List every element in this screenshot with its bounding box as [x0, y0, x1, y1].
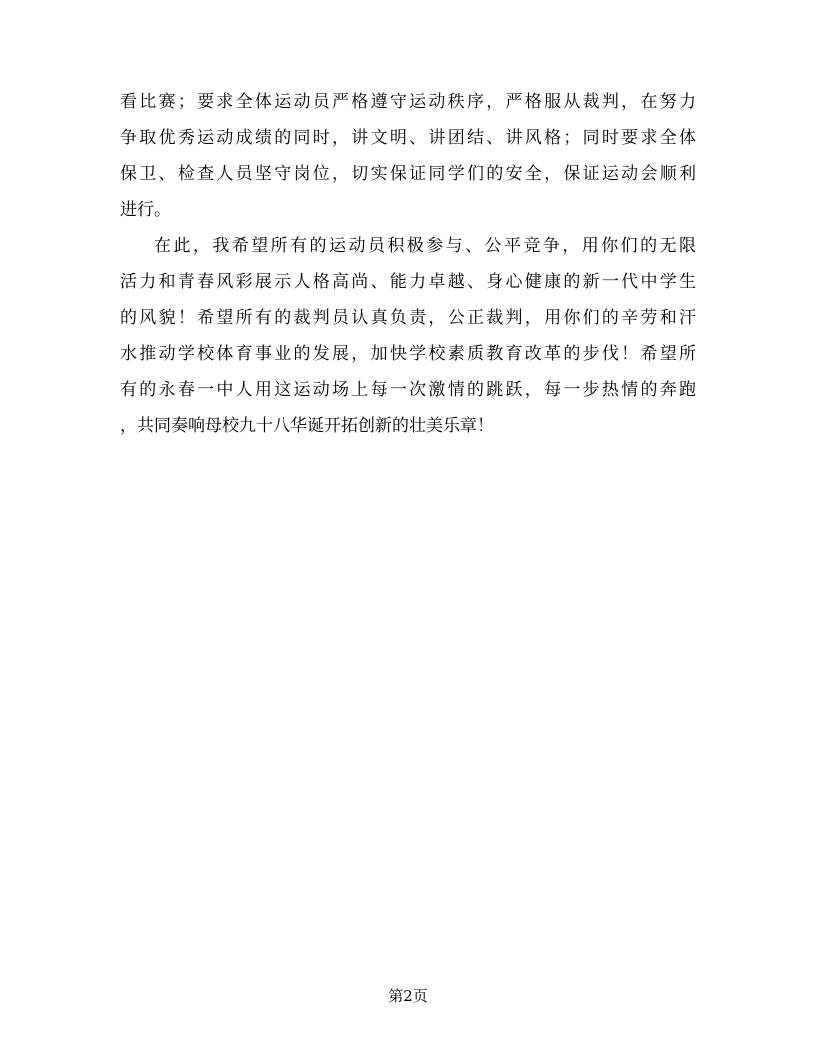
text-line: 进行。 [120, 200, 171, 220]
text-line: 有的永春一中人用这运动场上每一次激情的跳跃，每一步热情的奔跑 [120, 380, 696, 400]
paragraph-1 [120, 84, 696, 228]
text-line: 看比赛；要求全体运动员严格遵守运动秩序，严格服从裁判，在努力 [120, 92, 696, 112]
text-line: 争取优秀运动成绩的同时，讲文明、讲团结、讲风格；同时要求全体 [120, 128, 696, 148]
paragraph-2 [120, 228, 696, 444]
page-number: 第2页 [388, 987, 428, 1005]
text-line: 在此，我希望所有的运动员积极参与、公平竞争，用你们的无限 [154, 236, 696, 256]
text-line: ，共同奏响母校九十八华诞开拓创新的壮美乐章！ [120, 416, 494, 436]
document-body [120, 84, 696, 444]
text-line: 保卫、检查人员坚守岗位，切实保证同学们的安全，保证运动会顺利 [120, 164, 696, 184]
text-line: 的风貌！希望所有的裁判员认真负责，公正裁判，用你们的辛劳和汗 [120, 308, 696, 328]
text-line: 活力和青春风彩展示人格高尚、能力卓越、身心健康的新一代中学生 [120, 272, 696, 292]
text-line: 水推动学校体育事业的发展，加快学校素质教育改革的步伐！希望所 [120, 344, 696, 364]
